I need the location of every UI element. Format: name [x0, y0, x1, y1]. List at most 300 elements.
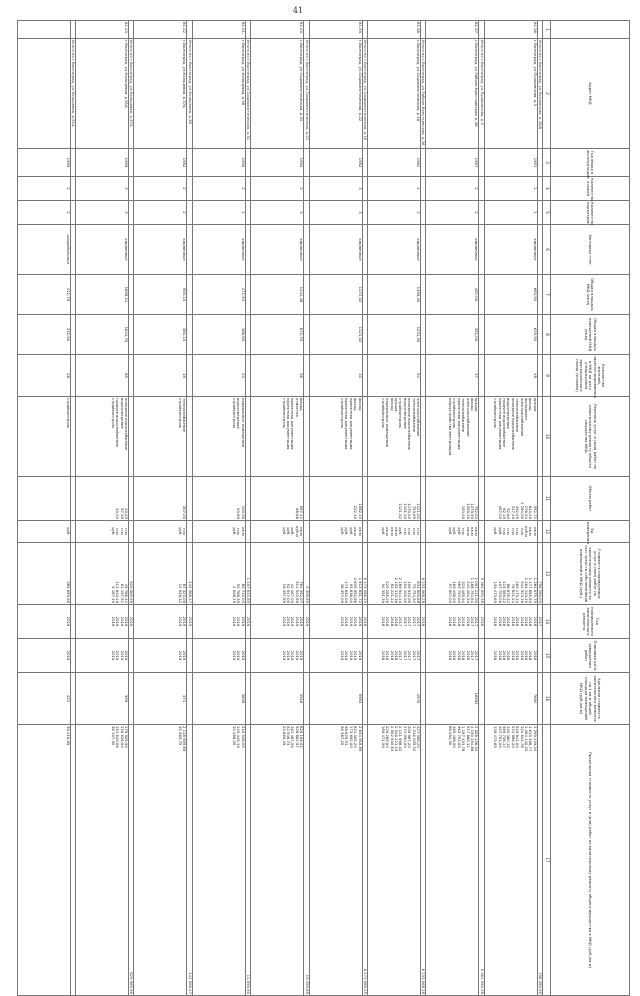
works-cell	[251, 397, 304, 477]
column-header: Количество этажей	[551, 177, 630, 201]
unit-cell-line: кв.м	[474, 527, 480, 536]
year-cell-line: 2019	[182, 616, 188, 627]
column-header: Ед. измерения	[551, 521, 630, 543]
volume-cell-line: 1121,02	[398, 503, 404, 519]
table-cell	[304, 177, 309, 201]
unit-cell-line: руб.	[497, 527, 503, 536]
table-cell: 3	[76, 177, 129, 201]
limit-cell-line: 209 967,20	[407, 726, 413, 748]
unit-cell	[484, 521, 537, 543]
cost-cell	[309, 543, 362, 605]
table-cell	[479, 315, 484, 355]
address-cell: г.Волгоград, ул.Социалистическая, д.22	[309, 39, 362, 149]
deadline-cell	[17, 639, 70, 673]
cost-cell-line: 1 097 111,00	[474, 577, 480, 603]
cost-cell-line: 1 264 075,70	[532, 577, 538, 603]
limit-cell-line: 829 109,02	[299, 726, 305, 748]
table-cell: кирпичные	[484, 225, 537, 275]
unit-cell-line: п.м	[461, 528, 467, 535]
works-cell-line: фасад	[469, 398, 475, 411]
deadline-cell-line: 2019	[236, 650, 242, 661]
table-cell: 386,63	[192, 315, 245, 355]
table-cell	[362, 477, 367, 521]
table-cell: 1962	[367, 149, 420, 177]
table-cell: 5 309,65	[304, 543, 309, 605]
unit-cell-line: кв.м	[389, 527, 395, 536]
cost-cell-line: 61 157,51	[119, 583, 125, 603]
rotated-table-container	[10, 20, 630, 994]
cost-cell-line: 465 173,40	[515, 581, 521, 603]
table-cell: 6 173 086,25	[362, 543, 367, 605]
works-cell	[309, 397, 362, 477]
table-cell	[479, 355, 484, 397]
works-cell-line: стройконтроль	[65, 398, 71, 429]
deadline-cell-line: 2018	[532, 650, 538, 661]
table-cell	[70, 521, 75, 543]
works-cell-line: фасад	[357, 398, 363, 411]
column-number: 12	[543, 521, 551, 543]
column-number: 6	[543, 225, 551, 275]
works-cell-line: проектная документация	[344, 398, 350, 450]
table-cell	[245, 201, 250, 225]
table-cell	[479, 397, 484, 477]
column-header: Перечень услуг и (или) работ по капитальному ремонту общего имущества МКД	[551, 397, 630, 477]
table-cell: 2019	[187, 605, 192, 639]
table-cell	[187, 177, 192, 201]
limit-cell-line: 58 625,51	[344, 726, 350, 746]
table-cell: 2018	[420, 605, 425, 639]
table-cell: 40	[309, 355, 362, 397]
table-cell	[187, 225, 192, 275]
page-number: 41	[292, 6, 304, 15]
works-cell-line: проектная документация	[286, 398, 292, 450]
volume-cell-line: 557,41	[299, 505, 305, 519]
works-cell	[134, 397, 187, 477]
cost-cell-line: 75 754,32	[411, 583, 417, 603]
unit-cell-line: кв.м	[240, 527, 246, 536]
table-cell: 64.41.	[192, 21, 245, 39]
cost-cell-line: 52 947,00	[286, 583, 292, 603]
cost-cell-line: 49 766,44	[124, 583, 130, 603]
limit-cell-line: 4 190 254,88	[469, 726, 475, 752]
table-cell: 2018	[362, 605, 367, 639]
table-cell: 332,90	[17, 315, 70, 355]
table-cell	[537, 397, 542, 477]
unit-cell-line: п.м	[182, 528, 188, 535]
table-cell	[362, 315, 367, 355]
deadline-cell-line: 2018	[448, 650, 454, 661]
table-cell	[245, 477, 250, 521]
cost-cell	[484, 543, 537, 605]
works-cell-line: стройконтроль	[381, 398, 387, 429]
table-cell	[304, 477, 309, 521]
works-cell-line: холодное водоснабжение	[124, 398, 130, 451]
volume-cell-line: 1121,02	[415, 503, 421, 519]
cost-cell-line: 169 498,00	[452, 581, 458, 603]
table-cell	[129, 275, 134, 315]
table-cell	[70, 149, 75, 177]
works-cell-line: электроснабжение	[415, 398, 421, 437]
deadline-cell-line: 2018	[510, 650, 516, 661]
table-cell: 3	[251, 201, 304, 225]
volume-cell-line: 317,40	[510, 505, 516, 519]
cost-cell-line: 38 357,09	[340, 583, 346, 603]
column-header: Общая площадь МКД (кв.м)	[551, 275, 630, 315]
works-cell-line: переустройство вентиляции	[448, 398, 454, 456]
table-cell	[479, 201, 484, 225]
cost-cell	[192, 543, 245, 605]
year-cell	[134, 605, 187, 639]
unit-cost-cell: 399	[76, 673, 129, 725]
volume-cell-line: 352,71	[532, 505, 538, 519]
unit-cell-line: куб.м	[294, 526, 300, 537]
building-row	[76, 21, 129, 996]
limit-cell	[192, 725, 245, 996]
table-cell	[245, 673, 250, 725]
table-cell: Итого по г.Волгоград, ул.Социалистическая, д.18	[362, 39, 367, 149]
table-cell	[129, 225, 134, 275]
table-cell: 64.43.	[76, 21, 129, 39]
deadline-cell-line: 2017	[469, 650, 475, 661]
deadline-cell-line: 2018	[519, 650, 525, 661]
building-row	[309, 21, 362, 996]
cost-cell	[134, 543, 187, 605]
works-cell-line: фасад	[299, 398, 305, 411]
works-cell-line: стройконтроль	[340, 398, 346, 429]
unit-cell-line: п.м	[519, 528, 525, 535]
total-row	[304, 21, 309, 996]
cost-cell-line: 2 635 952,66	[353, 577, 359, 603]
column-header: Количество подъездов	[551, 201, 630, 225]
limit-cell-line: 1 264 140,20	[523, 726, 529, 752]
table-cell: 2	[17, 177, 70, 201]
column-header: Объем работ	[551, 477, 630, 521]
table-cell: 412,79	[17, 275, 70, 315]
limit-cell-line: 589 738,17	[502, 726, 508, 748]
unit-cell-line: кв.м	[299, 527, 305, 536]
year-cell-line: 2019	[232, 616, 238, 627]
volume-cell-line: 645,00	[528, 505, 534, 519]
volume-cell-line: 100,00	[240, 505, 246, 519]
table-cell: 629 565,99	[129, 543, 134, 605]
address-cell	[17, 39, 70, 149]
volume-cell-line: 222,30	[353, 505, 359, 519]
volume-cell-line: 752,04	[474, 505, 480, 519]
cost-cell-line: 2 008,15	[232, 586, 238, 603]
volume-cell	[309, 477, 362, 521]
table-cell: 54	[367, 355, 420, 397]
deadline-cell	[367, 639, 420, 673]
volume-cell-line: 68,68	[294, 508, 300, 519]
table-cell: 1444,48	[251, 275, 304, 315]
cost-cell-line: 1 613 831,72	[357, 577, 363, 603]
table-cell: 615,50	[484, 315, 537, 355]
limit-cell-line: 231 986,20	[510, 726, 516, 748]
table-cell	[245, 521, 250, 543]
table-cell	[70, 605, 75, 639]
table-cell	[362, 521, 367, 543]
deadline-cell-line: 2019	[299, 650, 305, 661]
deadline-cell-line: 2019	[182, 650, 188, 661]
table-cell	[245, 639, 250, 673]
year-cell-line: 2019	[119, 616, 125, 627]
limit-cell	[309, 725, 362, 996]
table-cell: 85	[76, 355, 129, 397]
volume-cell	[192, 477, 245, 521]
table-cell	[187, 149, 192, 177]
works-cell-line: водоотведение	[236, 398, 242, 429]
column-number: 10	[543, 397, 551, 477]
deadline-cell-line: 2018	[456, 650, 462, 661]
volume-cell	[367, 477, 420, 521]
table-cell	[362, 21, 367, 39]
deadline-cell-line: 2019	[353, 650, 359, 661]
table-cell	[70, 21, 75, 39]
table-cell: 2	[134, 177, 187, 201]
deadline-cell	[76, 639, 129, 673]
table-cell	[304, 275, 309, 315]
table-cell: 2018	[479, 605, 484, 639]
table-cell	[304, 21, 309, 39]
building-row	[17, 21, 70, 996]
table-cell: 384,10	[134, 315, 187, 355]
table-cell	[479, 275, 484, 315]
deadline-cell-line: 2019	[65, 650, 71, 661]
total-row	[420, 21, 425, 996]
unit-cell-line: руб.	[178, 527, 184, 536]
year-cell-line: 2019	[340, 616, 346, 627]
unit-cell-line: п.м	[515, 528, 521, 535]
year-cell-line: 2019	[357, 616, 363, 627]
works-cell-line: проектная документация	[348, 398, 354, 450]
unit-cell-line: кв.м	[357, 527, 363, 536]
table-cell	[362, 673, 367, 725]
year-cell-line: 2019	[111, 616, 117, 627]
unit-cell-line: руб.	[111, 527, 117, 536]
limit-cell-line: 2 028 436,04	[474, 726, 480, 752]
limit-cell-line: 151 649,06	[115, 726, 121, 748]
unit-cost-cell: 3605	[192, 673, 245, 725]
year-cell-line: 2019	[65, 616, 71, 627]
deadline-cell-line: 2019	[119, 650, 125, 661]
works-cell	[367, 397, 420, 477]
deadline-cell-line: 2019	[115, 650, 121, 661]
unit-cell-line: п.м	[119, 528, 125, 535]
year-cell-line: 2017	[469, 616, 475, 627]
table-cell	[70, 477, 75, 521]
table-cell	[420, 275, 425, 315]
column-number: 5	[543, 201, 551, 225]
year-cell-line: 2018	[502, 616, 508, 627]
table-cell: 2	[426, 177, 479, 201]
year-cell-line: 2017	[411, 616, 417, 627]
unit-cell-line: руб.	[281, 527, 287, 536]
table-cell: 13 359,65	[304, 725, 309, 996]
table-cell	[187, 477, 192, 521]
works-cell	[484, 397, 537, 477]
table-cell	[362, 177, 367, 201]
total-row	[129, 21, 134, 996]
limit-cell-line: 161 467,00	[290, 726, 296, 748]
year-cell-line: 2018	[519, 616, 525, 627]
works-cell-line: фасад	[353, 398, 359, 411]
limit-cell-line: 1 615 398,77	[528, 726, 534, 752]
cost-cell-line: 514 525,89	[294, 581, 300, 603]
year-cell-line: 2018	[385, 616, 391, 627]
total-row	[187, 21, 192, 996]
column-header: Стоимость планируемых услуг и (или) работ по капитальному ремонту за счет средств собственников помещений в МКД (руб.)	[551, 543, 630, 605]
table-cell	[129, 177, 134, 201]
column-header: Год ввода в эксплуатацию	[551, 149, 630, 177]
deadline-cell-line: 2018	[452, 650, 458, 661]
column-number: 17	[543, 725, 551, 996]
table-cell	[187, 673, 192, 725]
year-cell-line: 2018	[456, 616, 462, 627]
table-cell: кирпичные	[309, 225, 362, 275]
works-cell-line: электроснабжение	[465, 398, 471, 437]
deadline-cell	[426, 639, 479, 673]
table-cell: 2	[484, 177, 537, 201]
table-cell: 11 099,90	[245, 725, 250, 996]
year-cell-line: 2017	[398, 616, 404, 627]
unit-cell-line: руб.	[452, 527, 458, 536]
table-cell	[479, 21, 484, 39]
table-cell: 64.39.	[309, 21, 362, 39]
deadline-cell-line: 2018	[523, 650, 529, 661]
cost-cell-line: 1 188 754,84	[469, 577, 475, 603]
table-cell: 683,50	[484, 275, 537, 315]
table-cell: 1 497 640,85	[245, 543, 250, 605]
works-cell-line: горячее водоснабжение	[115, 398, 121, 447]
unit-cell	[17, 521, 70, 543]
deadline-cell-line: 2019	[344, 650, 350, 661]
unit-cell-line: п.м	[502, 528, 508, 535]
year-cell-line: 2019	[236, 616, 242, 627]
works-cell-line: крыша	[474, 398, 480, 412]
cost-cell-line: 12 528,32	[178, 583, 184, 603]
table-cell	[187, 275, 192, 315]
deadline-cell-line: 2019	[281, 650, 287, 661]
table-cell: 1	[484, 201, 537, 225]
works-cell-line: проектная документация	[456, 398, 462, 450]
table-cell	[537, 639, 542, 673]
table-cell: 2	[17, 201, 70, 225]
year-cell	[367, 605, 420, 639]
cost-cell-line: 42 467,00	[290, 583, 296, 603]
year-cell-line: 2018	[497, 616, 503, 627]
year-cell-line: 2019	[353, 616, 359, 627]
unit-cost-cell: 3516	[251, 673, 304, 725]
table-cell: 1957	[426, 149, 479, 177]
total-row	[362, 21, 367, 996]
table-cell: 1359,30	[367, 275, 420, 315]
address-cell: г.Волгоград, ул.Кольцевая, д.51А	[76, 39, 129, 149]
table-cell: 1951	[484, 149, 537, 177]
table-cell: 593,10	[134, 275, 187, 315]
table-cell: Итого по г.Волгоград, ул.Социалистическая, д.22	[304, 39, 309, 149]
limit-cell-line: 2 002 840,63	[389, 726, 395, 752]
table-cell	[245, 355, 250, 397]
table-cell: 64.42.	[134, 21, 187, 39]
volume-cell-line: 1379,90	[469, 503, 475, 519]
year-cell-line: 2017	[415, 616, 421, 627]
deadline-cell-line: 2017	[474, 650, 480, 661]
unit-cell	[309, 521, 362, 543]
limit-cell-line: 2 141 898,32	[398, 726, 404, 752]
cost-cell-line: 1 177 880,50	[528, 577, 534, 603]
year-cell	[17, 605, 70, 639]
cost-cell-line: 2 189 944,40	[398, 577, 404, 603]
building-row	[192, 21, 245, 996]
table-cell	[70, 725, 75, 996]
year-cell-line: 2019	[294, 616, 300, 627]
table-cell: 487,00	[426, 275, 479, 315]
table-cell: Итого по г.Волгоград, ул.Кольцевая, д.38	[187, 39, 192, 149]
table-cell: кирпичные	[367, 225, 420, 275]
table-cell: Итого по г.Волгоград, ул.Кольцевая, д.37А	[129, 39, 134, 149]
limit-cell-line: 52 946,73	[286, 726, 292, 746]
limit-cell-line: 274 050,00	[402, 726, 408, 748]
table-cell: Итого по г.Волгоград, ул.Рабоче-Крестьянская, д.36	[420, 39, 425, 149]
deadline-cell-line: 2019	[232, 650, 238, 661]
limit-cell-line: 528 862,97	[294, 726, 300, 748]
limit-cell-line: 140 360,10	[506, 726, 512, 748]
unit-cost-cell: 16992	[426, 673, 479, 725]
limit-cell-line: 229 285,00	[385, 726, 391, 748]
cost-cell-line: 243 464,50	[465, 581, 471, 603]
volume-cell-line: 2 284,00	[519, 502, 525, 519]
limit-cell-line: 244 644,78	[519, 726, 525, 748]
column-number: 15	[543, 639, 551, 673]
works-cell-line: водоотведение	[506, 398, 512, 429]
address-cell: г.Волгоград, ул.Социалистическая, д.31	[251, 39, 304, 149]
year-cell-line: 2019	[240, 616, 246, 627]
volume-cell	[134, 477, 187, 521]
works-cell-line: водоотведение	[402, 398, 408, 429]
limit-cell-line: 68 094,00	[448, 726, 454, 746]
column-header: Адрес МКД	[551, 39, 630, 149]
cost-cell-line: 139 473,65	[493, 581, 499, 603]
table-cell: 1231,00	[367, 315, 420, 355]
limit-cell-line: 35 565,75	[178, 726, 184, 746]
column-header: Общая площадь помещений МКД (кв.м)	[551, 315, 630, 355]
cost-cell-line: 229 285,00	[385, 581, 391, 603]
works-cell-line: теплоснабжение	[411, 398, 417, 433]
works-cell-line: холодное водоснабжение	[510, 398, 516, 451]
limit-cell	[484, 725, 537, 996]
column-number: 7	[543, 275, 551, 315]
works-cell-line: холодное водоснабжение	[407, 398, 413, 451]
capital-repair-table	[17, 20, 630, 996]
volume-cell-line: 1170,00	[407, 503, 413, 519]
table-cell	[187, 397, 192, 477]
deadline-cell-line: 2019	[111, 650, 117, 661]
limit-cell-line: 210 548,05	[240, 726, 246, 748]
table-cell	[479, 477, 484, 521]
year-cell-line: 2019	[124, 616, 130, 627]
deadline-cell	[484, 639, 537, 673]
works-cell-line: проектная документация	[290, 398, 296, 450]
unit-cell	[426, 521, 479, 543]
works-cell	[192, 397, 245, 477]
limit-cell-line: 517 866,11	[465, 726, 471, 748]
unit-cell	[134, 521, 187, 543]
works-cell-line: стройконтроль	[111, 398, 117, 429]
table-cell	[537, 201, 542, 225]
unit-cost-cell: 421	[17, 673, 70, 725]
total-row	[537, 21, 542, 996]
works-cell-line: водоотведение	[119, 398, 125, 429]
